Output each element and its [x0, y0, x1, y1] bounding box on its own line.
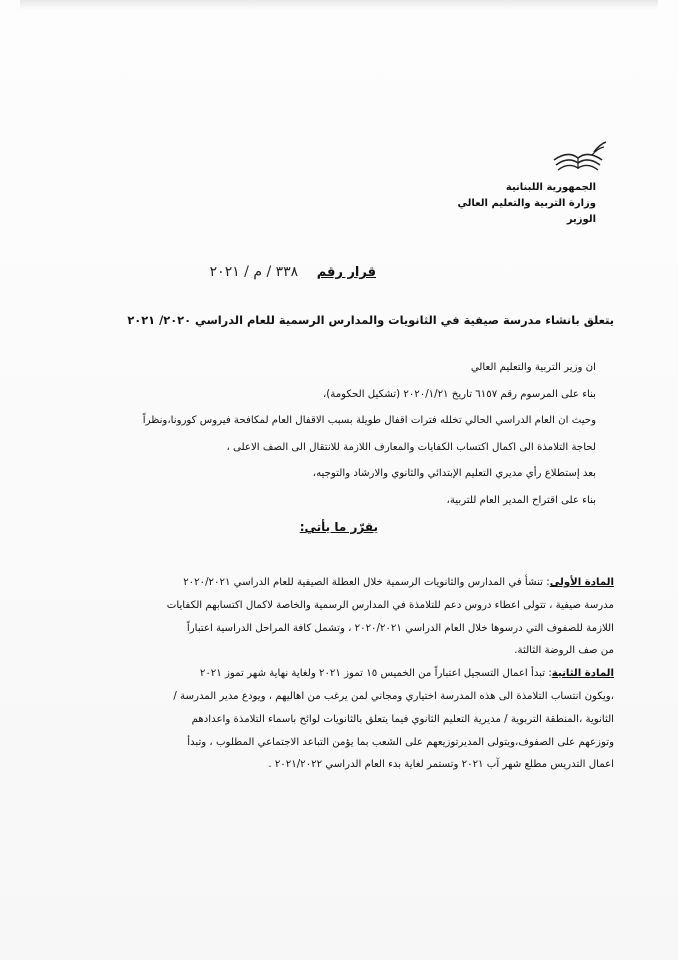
ministry-header: [396, 180, 596, 228]
header-country: الجمهورية اللبنانية: [505, 182, 596, 193]
decision-subject: يتعلق بانشاء مدرسة صيفية في الثانويات والمدارس الرسمية للعام الدراسي ٢٠٢٠/ ٢٠٢١: [127, 313, 614, 327]
article-2-label: المادة الثانية: [551, 668, 614, 680]
decision-number: ٣٣٨ / م / ٢٠٢١: [209, 264, 299, 280]
preamble-line: بناء على اقتراح المدير العام للتربية،: [446, 494, 596, 506]
article-1-label: المادة الأولى: [549, 577, 614, 588]
preamble-line: لحاجة التلامذة الى اكمال اكتساب الكفايات والمعارف اللازمة للانتقال الى الصف الاعلى ،: [226, 441, 596, 453]
preamble: [76, 355, 596, 514]
header-minister: الوزير: [566, 214, 596, 225]
article-1-line: مدرسة صيفية ، تتولى اعطاء دروس دعم للتلامذة في المدارس الرسمية والخاصة لاكمال اكتسابهم الكفايات: [166, 599, 614, 611]
article-1-line: اللازمة للصفوف التي درسوها خلال العام الدراسي ٢٠٢٠/٢٠٢١ ، وتشمل كافة المراحل الدراسية اعتباراً: [186, 622, 614, 634]
article-2-text: : تبدأ اعمال التسجيل اعتباراً من الخميس ١٥ تموز ٢٠٢١ ولغاية نهاية شهر تموز ٢٠٢١: [199, 668, 552, 680]
scan-shadow: [20, 0, 658, 10]
decides-heading: يقرّر ما يأتي:: [299, 520, 378, 534]
article-2-line: الثانوية ،المنطقة التربوية / مديرية التعليم الثانوي فيما يتعلق بالثانويات لوائح باسماء التلامذة واعدادهم: [191, 713, 614, 725]
article-2-line: وتوزعهم على الصفوف،ويتولى المديرتوزيعهم على الشعب بما يؤمن التباعد الاجتماعي المطلوب ، وتبدأ: [187, 736, 614, 748]
articles: [60, 572, 614, 777]
preamble-line: وحيث ان العام الدراسي الحالي تخلله فترات اقفال طويلة بسبب الاقفال العام لمكافحة فيروس كورونا،ونظراً: [142, 415, 596, 426]
preamble-line: بناء على المرسوم رقم ٦١٥٧ تاريخ ٢٠٢٠/١/٢١ (تشكيل الحكومة)،: [322, 388, 596, 400]
open-book-icon: [548, 138, 608, 174]
article-2-line: اعمال التدريس مطلع شهر آب ٢٠٢١ وتستمر لغاية بدء العام الدراسي ٢٠٢١/٢٠٢٢ .: [268, 759, 614, 771]
article-1-line: من صف الروضة الثالثة.: [514, 645, 614, 657]
header-ministry: وزارة التربية والتعليم العالي: [457, 198, 596, 209]
preamble-line: بعد إستطلاع رأي مديري التعليم الإبتدائي والثانوي والارشاد والتوجيه،: [312, 468, 596, 479]
decision-number-line: [210, 264, 376, 280]
article-1-text: : تنشأ في المدارس والثانويات الرسمية خلال العطلة الصيفية للعام الدراسي ٢٠٢٠/٢٠٢١: [183, 577, 550, 588]
preamble-line: ان وزير التربية والتعليم العالي: [470, 362, 596, 373]
article-2-line: [60, 663, 614, 686]
decision-label: قرار رقم: [316, 265, 376, 280]
article-1-line: [60, 572, 614, 595]
article-2-line: ،ويكون انتساب التلامذة الى هذه المدرسة اختياري ومجاني لمن يرغب من اهاليهم ، ويودع مدير المدرسة /: [173, 690, 614, 702]
